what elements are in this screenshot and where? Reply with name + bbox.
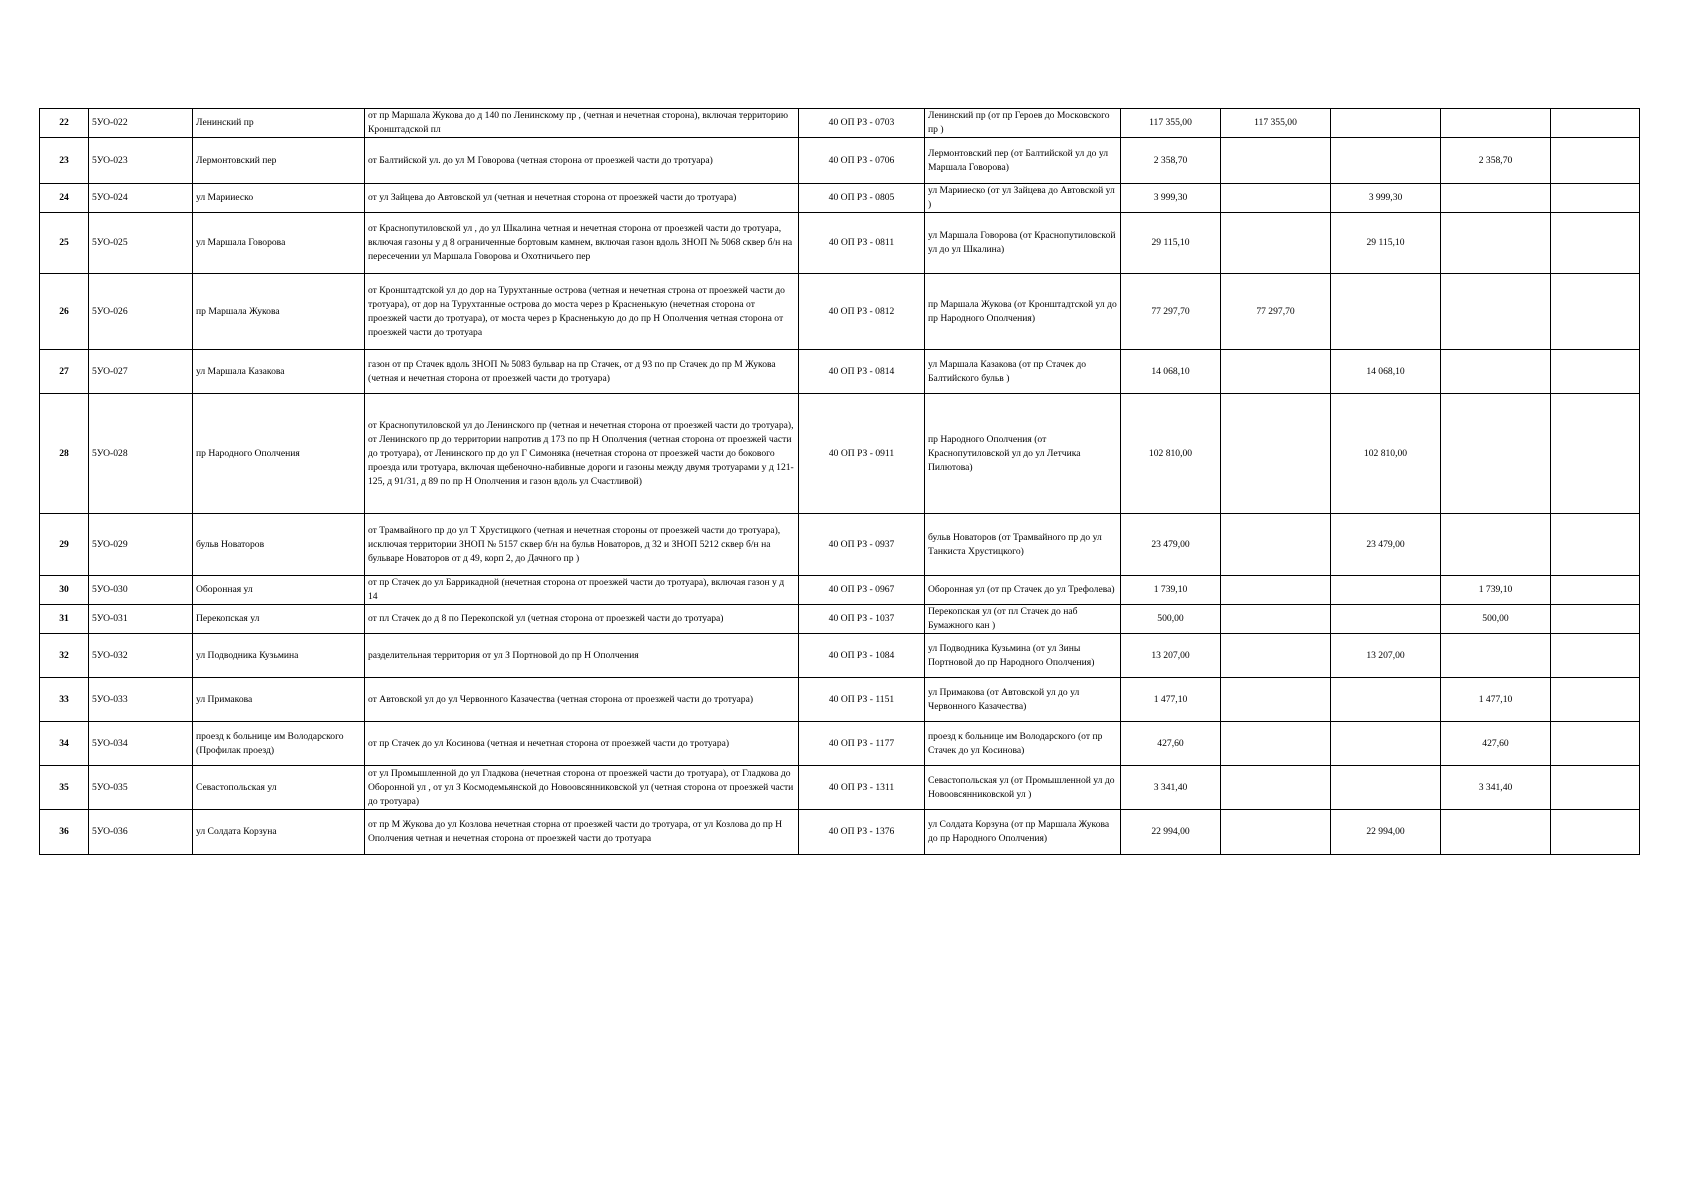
road-full-name-cell: ул Маршала Говорова (от Краснопутиловской ул до ул Шкалина) xyxy=(925,213,1121,274)
registry-number-cell: 40 ОП РЗ - 0812 xyxy=(799,274,925,350)
area-category-2-cell xyxy=(1331,678,1441,722)
total-area-cell: 3 999,30 xyxy=(1121,184,1221,213)
registry-number-cell: 40 ОП РЗ - 1151 xyxy=(799,678,925,722)
area-category-1-cell xyxy=(1221,514,1331,576)
object-code-cell: 5УО-027 xyxy=(89,350,193,394)
object-name-cell: Севастопольская ул xyxy=(193,766,365,810)
registry-number-cell: 40 ОП РЗ - 1084 xyxy=(799,634,925,678)
area-category-1-cell xyxy=(1221,605,1331,634)
total-area-cell: 14 068,10 xyxy=(1121,350,1221,394)
area-category-2-cell: 14 068,10 xyxy=(1331,350,1441,394)
total-area-cell: 3 341,40 xyxy=(1121,766,1221,810)
area-category-1-cell xyxy=(1221,576,1331,605)
object-boundaries-cell: от пр Стачек до ул Баррикадной (нечетная сторона от проезжей части до тротуара), включая газон у д 14 xyxy=(365,576,799,605)
total-area-cell: 102 810,00 xyxy=(1121,394,1221,514)
area-category-1-cell xyxy=(1221,350,1331,394)
object-boundaries-cell: от Балтийской ул. до ул М Говорова (четная сторона от проезжей части до тротуара) xyxy=(365,138,799,184)
total-area-cell: 117 355,00 xyxy=(1121,109,1221,138)
row-number-cell: 36 xyxy=(40,810,89,855)
area-category-4-cell xyxy=(1551,274,1640,350)
road-full-name-cell: ул Примакова (от Автовской ул до ул Червонного Казачества) xyxy=(925,678,1121,722)
row-number-cell: 33 xyxy=(40,678,89,722)
row-number-cell: 24 xyxy=(40,184,89,213)
total-area-cell: 23 479,00 xyxy=(1121,514,1221,576)
object-code-cell: 5УО-023 xyxy=(89,138,193,184)
total-area-cell: 29 115,10 xyxy=(1121,213,1221,274)
area-category-1-cell xyxy=(1221,213,1331,274)
table-row xyxy=(40,184,1640,213)
registry-number-cell: 40 ОП РЗ - 0811 xyxy=(799,213,925,274)
object-name-cell: ул Маршала Казакова xyxy=(193,350,365,394)
table-row xyxy=(40,138,1640,184)
area-category-3-cell xyxy=(1441,810,1551,855)
table-row xyxy=(40,605,1640,634)
area-category-2-cell xyxy=(1331,576,1441,605)
area-category-3-cell: 2 358,70 xyxy=(1441,138,1551,184)
registry-number-cell: 40 ОП РЗ - 0967 xyxy=(799,576,925,605)
area-category-2-cell: 22 994,00 xyxy=(1331,810,1441,855)
table-row xyxy=(40,213,1640,274)
area-category-3-cell: 1 739,10 xyxy=(1441,576,1551,605)
area-category-2-cell xyxy=(1331,138,1441,184)
object-name-cell: Лермонтовский пер xyxy=(193,138,365,184)
row-number-cell: 22 xyxy=(40,109,89,138)
area-category-2-cell xyxy=(1331,766,1441,810)
area-category-4-cell xyxy=(1551,576,1640,605)
area-category-4-cell xyxy=(1551,810,1640,855)
row-number-cell: 23 xyxy=(40,138,89,184)
total-area-cell: 13 207,00 xyxy=(1121,634,1221,678)
object-name-cell: проезд к больнице им Володарского (Профилак проезд) xyxy=(193,722,365,766)
total-area-cell: 500,00 xyxy=(1121,605,1221,634)
registry-number-cell: 40 ОП РЗ - 0911 xyxy=(799,394,925,514)
area-category-1-cell xyxy=(1221,138,1331,184)
object-name-cell: пр Народного Ополчения xyxy=(193,394,365,514)
road-full-name-cell: Ленинский пр (от пр Героев до Московского пр ) xyxy=(925,109,1121,138)
area-category-2-cell: 102 810,00 xyxy=(1331,394,1441,514)
area-category-1-cell xyxy=(1221,184,1331,213)
row-number-cell: 29 xyxy=(40,514,89,576)
area-category-4-cell xyxy=(1551,138,1640,184)
row-number-cell: 25 xyxy=(40,213,89,274)
table-row xyxy=(40,678,1640,722)
table-row xyxy=(40,394,1640,514)
area-category-1-cell xyxy=(1221,634,1331,678)
area-category-2-cell: 23 479,00 xyxy=(1331,514,1441,576)
object-boundaries-cell: от Кронштадтской ул до дор на Турухтанные острова (четная и нечетная строна от проезжей части до тротуара), от дор на Турухтанные острова до моста через р Красненькую (нечетная сторона от проезжей части до тротуара), от моста через р Красненькую до до пр Н Ополчения четная сторона от проезжей части до тротуара xyxy=(365,274,799,350)
road-full-name-cell: ул Марииеско (от ул Зайцева до Автовской ул ) xyxy=(925,184,1121,213)
area-category-2-cell: 3 999,30 xyxy=(1331,184,1441,213)
area-category-1-cell xyxy=(1221,394,1331,514)
area-category-3-cell xyxy=(1441,213,1551,274)
object-code-cell: 5УО-025 xyxy=(89,213,193,274)
object-code-cell: 5УО-030 xyxy=(89,576,193,605)
area-category-4-cell xyxy=(1551,184,1640,213)
row-number-cell: 34 xyxy=(40,722,89,766)
area-category-4-cell xyxy=(1551,109,1640,138)
area-category-4-cell xyxy=(1551,678,1640,722)
table-row xyxy=(40,722,1640,766)
area-category-2-cell xyxy=(1331,274,1441,350)
row-number-cell: 26 xyxy=(40,274,89,350)
road-full-name-cell: Севастопольская ул (от Промышленной ул до Новоовсянниковской ул ) xyxy=(925,766,1121,810)
object-name-cell: ул Солдата Корзуна xyxy=(193,810,365,855)
row-number-cell: 30 xyxy=(40,576,89,605)
road-full-name-cell: пр Маршала Жукова (от Кронштадтской ул до пр Народного Ополчения) xyxy=(925,274,1121,350)
row-number-cell: 32 xyxy=(40,634,89,678)
table-row xyxy=(40,274,1640,350)
road-full-name-cell: Перекопская ул (от пл Стачек до наб Бумажного кан ) xyxy=(925,605,1121,634)
object-name-cell: ул Примакова xyxy=(193,678,365,722)
table-row xyxy=(40,514,1640,576)
object-boundaries-cell: от Краснопутиловской ул до Ленинского пр (четная и нечетная сторона от проезжей части до тротуара), от Ленинского пр до территории напротив д 173 по пр Н Ополчения (четная сторона от проезжей части до тротуара), от Ленинского пр до ул Г Симоняка (нечетная сторона от проезжей части до бокового проезда или тротуара, включая щебеночно-набивные дороги и газоны между двумя тротуарами у д 121-125, д 91/31, д 89 по пр Н Ополчения и газон вдоль ул Счастливой) xyxy=(365,394,799,514)
object-code-cell: 5УО-034 xyxy=(89,722,193,766)
total-area-cell: 2 358,70 xyxy=(1121,138,1221,184)
object-code-cell: 5УО-033 xyxy=(89,678,193,722)
object-name-cell: Ленинский пр xyxy=(193,109,365,138)
road-full-name-cell: ул Маршала Казакова (от пр Стачек до Балтийского бульв ) xyxy=(925,350,1121,394)
road-full-name-cell: проезд к больнице им Володарского (от пр Стачек до ул Косинова) xyxy=(925,722,1121,766)
registry-number-cell: 40 ОП РЗ - 1037 xyxy=(799,605,925,634)
object-boundaries-cell: от Краснопутиловской ул , до ул Шкалина четная и нечетная сторона от проезжей части до тротуара, включая газоны у д 8 ограниченные бортовым камнем, включая газон вдоль ЗНОП № 5068 сквер б/н на пересечении ул Маршала Говорова и Охотничьего пер xyxy=(365,213,799,274)
object-code-cell: 5УО-032 xyxy=(89,634,193,678)
object-name-cell: пр Маршала Жукова xyxy=(193,274,365,350)
table-row xyxy=(40,810,1640,855)
object-boundaries-cell: разделительная территория от ул З Портновой до пр Н Ополчения xyxy=(365,634,799,678)
area-category-4-cell xyxy=(1551,213,1640,274)
table-row xyxy=(40,766,1640,810)
area-category-1-cell xyxy=(1221,722,1331,766)
object-boundaries-cell: газон от пр Стачек вдоль ЗНОП № 5083 бульвар на пр Стачек, от д 93 по пр Стачек до пр М Жукова (четная и нечетная сторона от проезжей части до тротуара) xyxy=(365,350,799,394)
object-code-cell: 5УО-036 xyxy=(89,810,193,855)
object-code-cell: 5УО-031 xyxy=(89,605,193,634)
object-code-cell: 5УО-022 xyxy=(89,109,193,138)
area-category-4-cell xyxy=(1551,350,1640,394)
object-boundaries-cell: от ул Зайцева до Автовской ул (четная и нечетная сторона от проезжей части до тротуара) xyxy=(365,184,799,213)
area-category-3-cell xyxy=(1441,184,1551,213)
area-category-4-cell xyxy=(1551,766,1640,810)
object-code-cell: 5УО-026 xyxy=(89,274,193,350)
area-category-3-cell xyxy=(1441,514,1551,576)
road-full-name-cell: Оборонная ул (от пр Стачек до ул Трефолева) xyxy=(925,576,1121,605)
area-category-3-cell xyxy=(1441,634,1551,678)
area-category-1-cell: 117 355,00 xyxy=(1221,109,1331,138)
total-area-cell: 1 477,10 xyxy=(1121,678,1221,722)
registry-number-cell: 40 ОП РЗ - 0703 xyxy=(799,109,925,138)
area-category-3-cell xyxy=(1441,109,1551,138)
object-name-cell: бульв Новаторов xyxy=(193,514,365,576)
area-category-3-cell: 427,60 xyxy=(1441,722,1551,766)
object-boundaries-cell: от Трамвайного пр до ул Т Хрустицкого (четная и нечетная стороны от проезжей части до тротуара), исключая территории ЗНОП № 5157 сквер б/н на бульв Новаторов, д 32 и ЗНОП 5212 сквер б/н на бульваре Новаторов от д 49, корп 2, до Дачного пр ) xyxy=(365,514,799,576)
total-area-cell: 427,60 xyxy=(1121,722,1221,766)
object-boundaries-cell: от пр М Жукова до ул Козлова нечетная сторна от проезжей части до тротуара, от ул Козлова до пр Н Ополчения четная и нечетная сторона от проезжей части до тротуара xyxy=(365,810,799,855)
table-body xyxy=(40,109,1640,855)
registry-number-cell: 40 ОП РЗ - 1311 xyxy=(799,766,925,810)
object-code-cell: 5УО-029 xyxy=(89,514,193,576)
object-name-cell: ул Подводника Кузьмина xyxy=(193,634,365,678)
area-category-3-cell: 1 477,10 xyxy=(1441,678,1551,722)
area-category-1-cell xyxy=(1221,810,1331,855)
area-category-1-cell xyxy=(1221,678,1331,722)
area-category-2-cell xyxy=(1331,722,1441,766)
area-category-2-cell: 13 207,00 xyxy=(1331,634,1441,678)
object-code-cell: 5УО-035 xyxy=(89,766,193,810)
area-category-2-cell xyxy=(1331,605,1441,634)
object-code-cell: 5УО-024 xyxy=(89,184,193,213)
area-category-2-cell xyxy=(1331,109,1441,138)
object-boundaries-cell: от пл Стачек до д 8 по Перекопской ул (четная сторона от проезжей части до тротуара) xyxy=(365,605,799,634)
object-name-cell: Перекопская ул xyxy=(193,605,365,634)
table-row xyxy=(40,109,1640,138)
area-category-3-cell: 500,00 xyxy=(1441,605,1551,634)
area-category-4-cell xyxy=(1551,394,1640,514)
road-full-name-cell: ул Подводника Кузьмина (от ул Зины Портновой до пр Народного Ополчения) xyxy=(925,634,1121,678)
area-category-2-cell: 29 115,10 xyxy=(1331,213,1441,274)
area-category-4-cell xyxy=(1551,722,1640,766)
row-number-cell: 31 xyxy=(40,605,89,634)
area-category-3-cell xyxy=(1441,274,1551,350)
area-category-3-cell xyxy=(1441,350,1551,394)
object-boundaries-cell: от Автовской ул до ул Червонного Казачества (четная сторона от проезжей части до тротуара) xyxy=(365,678,799,722)
object-name-cell: Оборонная ул xyxy=(193,576,365,605)
row-number-cell: 27 xyxy=(40,350,89,394)
road-full-name-cell: Лермонтовский пер (от Балтийской ул до ул Маршала Говорова) xyxy=(925,138,1121,184)
total-area-cell: 1 739,10 xyxy=(1121,576,1221,605)
registry-number-cell: 40 ОП РЗ - 1177 xyxy=(799,722,925,766)
area-category-1-cell: 77 297,70 xyxy=(1221,274,1331,350)
road-full-name-cell: бульв Новаторов (от Трамвайного пр до ул Танкиста Хрустицкого) xyxy=(925,514,1121,576)
registry-number-cell: 40 ОП РЗ - 0706 xyxy=(799,138,925,184)
registry-number-cell: 40 ОП РЗ - 1376 xyxy=(799,810,925,855)
total-area-cell: 77 297,70 xyxy=(1121,274,1221,350)
table-row xyxy=(40,350,1640,394)
table-row xyxy=(40,576,1640,605)
object-boundaries-cell: от пр Стачек до ул Косинова (четная и нечетная сторона от проезжей части до тротуара) xyxy=(365,722,799,766)
area-category-4-cell xyxy=(1551,634,1640,678)
object-code-cell: 5УО-028 xyxy=(89,394,193,514)
road-full-name-cell: ул Солдата Корзуна (от пр Маршала Жукова до пр Народного Ополчения) xyxy=(925,810,1121,855)
object-boundaries-cell: от ул Промышленной до ул Гладкова (нечетная сторона от проезжей части до тротуара), от Гладкова до Оборонной ул , от ул З Космодемьянской до Новоовсянниковской ул (четная сторона от проезжей части до тротуара) xyxy=(365,766,799,810)
object-boundaries-cell: от пр Маршала Жукова до д 140 по Ленинскому пр , (четная и нечетная сторона), включая территорию Кронштадской пл xyxy=(365,109,799,138)
road-full-name-cell: пр Народного Ополчения (от Краснопутиловской ул до ул Летчика Пилютова) xyxy=(925,394,1121,514)
registry-number-cell: 40 ОП РЗ - 0805 xyxy=(799,184,925,213)
object-name-cell: ул Маршала Говорова xyxy=(193,213,365,274)
object-name-cell: ул Марииеско xyxy=(193,184,365,213)
registry-number-cell: 40 ОП РЗ - 0814 xyxy=(799,350,925,394)
registry-table xyxy=(39,108,1640,855)
row-number-cell: 28 xyxy=(40,394,89,514)
row-number-cell: 35 xyxy=(40,766,89,810)
registry-number-cell: 40 ОП РЗ - 0937 xyxy=(799,514,925,576)
area-category-1-cell xyxy=(1221,766,1331,810)
area-category-3-cell: 3 341,40 xyxy=(1441,766,1551,810)
table-row xyxy=(40,634,1640,678)
total-area-cell: 22 994,00 xyxy=(1121,810,1221,855)
area-category-4-cell xyxy=(1551,514,1640,576)
area-category-3-cell xyxy=(1441,394,1551,514)
area-category-4-cell xyxy=(1551,605,1640,634)
